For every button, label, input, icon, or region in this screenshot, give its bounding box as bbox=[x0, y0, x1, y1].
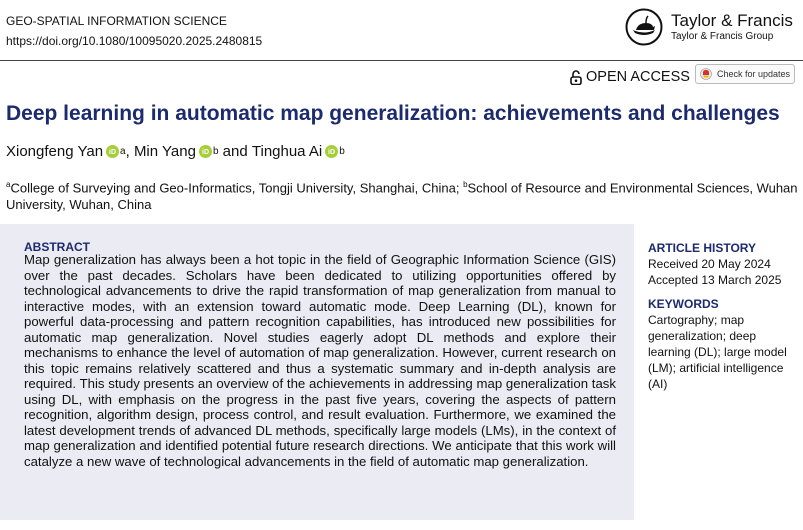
author-name[interactable]: Tinghua Ai bbox=[251, 143, 323, 160]
author-affil-mark: a bbox=[120, 146, 126, 157]
check-updates-label: Check for updates bbox=[717, 69, 791, 79]
keywords-section bbox=[648, 296, 798, 392]
author-list bbox=[6, 143, 345, 160]
author-name[interactable]: Xiongfeng Yan bbox=[6, 143, 104, 160]
affiliations bbox=[6, 176, 798, 213]
author-affil-mark: b bbox=[339, 146, 345, 157]
abstract-text: Map generalization has always been a hot topic in the field of Geographic Information Science (GIS) over the past decades. Scholars have been dedicated to utilizing opportunities offered by technological advancements to drive the rapid transformation of map generalization from manual to interactive modes, with an extension toward automatic mode. Deep Learning (DL), known for powerful data-processing and pattern recognition capabilities, has introduced new possibilities for automatic map generalization. Novel studies eagerly adopt DL methods and explore their mechanisms to enhance the level of automation of map generalization. However, current research on this topic remains relatively scattered and thus a systematic summary and in-depth analysis are required. This study presents an overview of the achievements in addressing map generalization task using DL, with emphasis on the progress in the past five years, covering the aspects of pattern recognition, algorithm design, process control, and result evaluation. Furthermore, we examined the latest development trends of advanced DL methods, specifically large models (LMs), in the context of map generalization and identified potential future research directions. We anticipate that this work will catalyze a new wave of technological advancements in the field of automatic map generalization. bbox=[24, 252, 616, 469]
affil-b: School of Resource and Environmental Sciences, Wuhan University, Wuhan, China bbox=[6, 180, 798, 213]
orcid-icon[interactable] bbox=[106, 145, 119, 158]
publisher-name: Taylor & Francis bbox=[671, 11, 793, 30]
orcid-icon[interactable] bbox=[199, 145, 212, 158]
open-lock-icon bbox=[570, 70, 582, 85]
publisher-group: Taylor & Francis Group bbox=[671, 31, 774, 42]
affil-a: College of Surveying and Geo-Informatics, Tongji University, Shanghai, China; bbox=[10, 180, 460, 196]
author-name[interactable]: Min Yang bbox=[133, 143, 196, 160]
author-separator: , bbox=[125, 143, 130, 160]
doi-link[interactable]: https://doi.org/10.1080/10095020.2025.2480815 bbox=[6, 34, 263, 48]
publisher-logo[interactable] bbox=[625, 8, 793, 46]
open-access-label: OPEN ACCESS bbox=[586, 69, 690, 85]
svg-text:iD: iD bbox=[328, 149, 336, 157]
abstract-heading: ABSTRACT bbox=[24, 240, 90, 254]
accepted-date: Accepted 13 March 2025 bbox=[648, 273, 782, 287]
header-divider bbox=[0, 60, 803, 61]
check-updates-button[interactable] bbox=[695, 64, 795, 84]
author-and: and bbox=[222, 143, 248, 160]
svg-text:iD: iD bbox=[109, 149, 117, 157]
affil-mark-b: b bbox=[463, 180, 468, 189]
article-history-heading: ARTICLE HISTORY bbox=[648, 241, 757, 255]
author-affil-mark: b bbox=[212, 146, 219, 157]
article-title: Deep learning in automatic map generalization: achievements and challenges bbox=[6, 102, 780, 125]
orcid-icon[interactable] bbox=[325, 145, 338, 158]
article-history bbox=[648, 240, 798, 288]
check-updates-icon bbox=[700, 68, 712, 80]
received-date: Received 20 May 2024 bbox=[648, 257, 771, 271]
keywords-heading: KEYWORDS bbox=[648, 297, 719, 311]
open-access-badge bbox=[570, 69, 690, 85]
journal-name: GEO-SPATIAL INFORMATION SCIENCE bbox=[6, 14, 227, 28]
keywords-list: Cartography; map generalization; deep learning (DL); large model (LM); artificial intelligence (AI) bbox=[648, 313, 787, 391]
svg-text:iD: iD bbox=[201, 149, 209, 157]
publisher-lamp-icon bbox=[625, 8, 663, 46]
affil-mark-a: a bbox=[6, 180, 11, 189]
